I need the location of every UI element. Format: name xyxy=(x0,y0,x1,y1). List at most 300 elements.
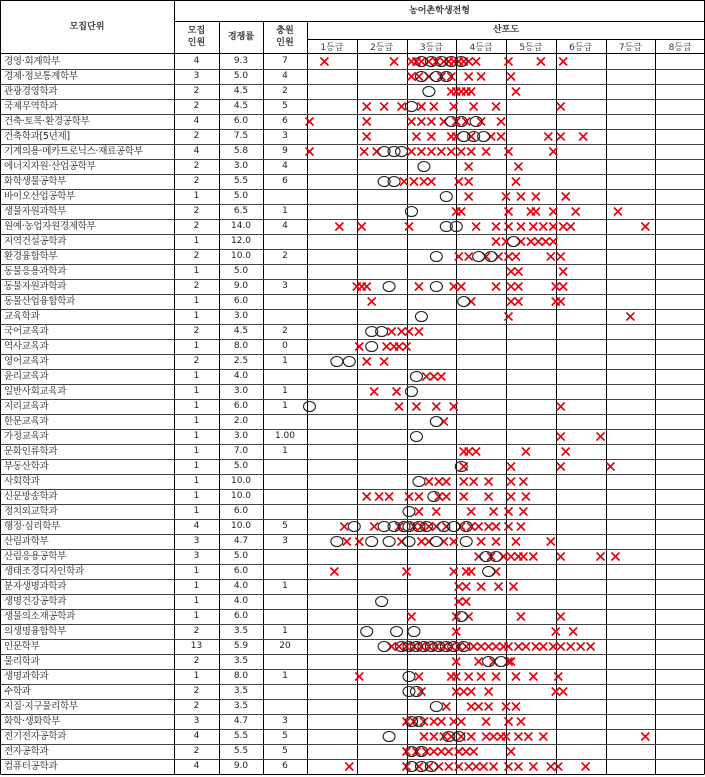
rejected-mark xyxy=(457,718,465,726)
rejected-mark xyxy=(407,148,415,156)
row-recruit: 2 xyxy=(193,356,200,366)
rejected-mark xyxy=(529,763,537,771)
rejected-mark xyxy=(472,448,480,456)
rejected-mark xyxy=(363,283,371,291)
row-rate: 5.5 xyxy=(233,731,249,741)
row-rate: 6.0 xyxy=(233,296,249,306)
row-recruit: 2 xyxy=(193,686,200,696)
row-rate: 4.7 xyxy=(233,716,249,726)
accepted-mark xyxy=(343,357,355,367)
row-recruit: 3 xyxy=(193,716,200,726)
rejected-mark xyxy=(539,733,547,741)
row-unit-name: 생물의소재공학과 xyxy=(4,611,76,622)
rejected-mark xyxy=(477,538,485,546)
rejected-mark xyxy=(465,673,473,681)
rejected-mark xyxy=(490,733,498,741)
row-unit-name: 컴퓨터공학과 xyxy=(4,761,58,772)
row-unit-name: 부동산학과 xyxy=(4,461,49,472)
rejected-mark xyxy=(415,328,423,336)
rejected-mark xyxy=(442,493,450,501)
rejected-mark xyxy=(407,73,415,81)
accepted-mark xyxy=(473,252,485,262)
rejected-mark xyxy=(485,523,493,531)
rejected-mark xyxy=(539,223,547,231)
row-recruit: 4 xyxy=(193,521,200,531)
rejected-mark xyxy=(407,118,415,126)
rejected-mark xyxy=(552,628,560,636)
row-recruit: 1 xyxy=(193,341,200,351)
rejected-mark xyxy=(497,133,505,141)
accepted-mark xyxy=(405,387,417,397)
rejected-mark xyxy=(504,313,512,321)
rejected-mark xyxy=(432,403,440,411)
rejected-mark xyxy=(460,478,468,486)
rejected-mark xyxy=(340,523,348,531)
row-fill: 1 xyxy=(282,581,288,591)
rejected-mark xyxy=(507,493,515,501)
header-rate: 경쟁률 xyxy=(227,32,255,42)
rejected-mark xyxy=(465,193,473,201)
rejected-mark xyxy=(514,163,522,171)
row-recruit: 2 xyxy=(193,101,200,111)
rejected-mark xyxy=(455,178,463,186)
rejected-mark xyxy=(507,478,515,486)
accepted-mark xyxy=(410,432,422,442)
rejected-mark xyxy=(467,568,475,576)
rejected-mark xyxy=(482,718,490,726)
accepted-mark xyxy=(430,252,442,262)
row-fill: 5 xyxy=(282,731,288,741)
rejected-mark xyxy=(450,283,458,291)
rejected-mark xyxy=(432,508,440,516)
row-fill: 20 xyxy=(279,641,291,651)
rejected-mark xyxy=(358,223,366,231)
row-unit-name: 전기전자공학과 xyxy=(4,731,67,742)
row-rate: 4.5 xyxy=(233,86,249,96)
rejected-mark xyxy=(597,553,605,561)
rejected-mark xyxy=(549,643,557,651)
accepted-mark xyxy=(331,537,343,547)
rejected-mark xyxy=(390,58,398,66)
row-rate: 10.0 xyxy=(230,521,252,531)
rejected-mark xyxy=(557,133,565,141)
rejected-mark xyxy=(360,148,368,156)
row-recruit: 1 xyxy=(193,581,200,591)
accepted-mark xyxy=(458,297,470,307)
row-fill: 7 xyxy=(282,56,288,66)
accepted-mark xyxy=(410,372,422,382)
rejected-mark xyxy=(557,298,565,306)
row-rate: 5.5 xyxy=(233,176,249,186)
rejected-mark xyxy=(517,613,525,621)
rejected-mark xyxy=(445,748,453,756)
rejected-mark xyxy=(554,673,562,681)
rejected-mark xyxy=(485,643,493,651)
row-unit-name: 문화인류학과 xyxy=(4,446,58,457)
header-recruit: 모집 인원 xyxy=(187,26,206,48)
row-rate: 3.0 xyxy=(233,386,249,396)
rejected-mark xyxy=(398,103,406,111)
rejected-mark xyxy=(398,328,406,336)
header-unit: 모집단위 xyxy=(69,21,105,32)
rejected-mark xyxy=(641,223,649,231)
rejected-mark xyxy=(417,58,425,66)
rejected-mark xyxy=(425,478,433,486)
rejected-mark xyxy=(420,733,428,741)
rejected-mark xyxy=(403,568,411,576)
row-fill: 5 xyxy=(282,101,288,111)
rejected-mark xyxy=(557,103,565,111)
rejected-mark xyxy=(532,643,540,651)
rejected-mark xyxy=(442,703,450,711)
rejected-mark xyxy=(549,238,557,246)
rejected-mark xyxy=(320,58,328,66)
rejected-mark xyxy=(465,73,473,81)
rejected-mark xyxy=(641,733,649,741)
rejected-mark xyxy=(450,103,458,111)
row-rate: 5.5 xyxy=(233,746,249,756)
rejected-mark xyxy=(582,763,590,771)
rejected-mark xyxy=(490,508,498,516)
rejected-mark xyxy=(514,283,522,291)
grade-label-3: 3등급 xyxy=(419,42,443,53)
rejected-mark xyxy=(452,628,460,636)
rejected-mark xyxy=(475,703,483,711)
accepted-mark xyxy=(403,672,415,682)
rejected-mark xyxy=(559,268,567,276)
grade-label-5: 5등급 xyxy=(519,42,543,53)
accepted-mark xyxy=(413,477,425,487)
row-recruit: 2 xyxy=(193,206,200,216)
row-unit-name: 생태조경디자인학과 xyxy=(4,566,84,577)
accepted-mark xyxy=(405,207,417,217)
row-recruit: 1 xyxy=(193,596,200,606)
accepted-mark xyxy=(423,87,435,97)
row-unit-name: 기계의용·메카트로닉스·재료공학부 xyxy=(4,146,143,157)
rejected-mark xyxy=(552,283,560,291)
rejected-mark xyxy=(427,118,435,126)
accepted-mark xyxy=(405,102,417,112)
row-unit-name: 산림과학부 xyxy=(4,536,49,547)
row-fill: 2 xyxy=(282,251,288,261)
accepted-mark xyxy=(376,597,388,607)
rejected-mark xyxy=(437,718,445,726)
row-rate: 5.0 xyxy=(233,191,249,201)
rejected-mark xyxy=(524,733,532,741)
rejected-mark xyxy=(477,673,485,681)
row-unit-name: 정치외교학과 xyxy=(4,506,58,517)
header-fill: 충원 인원 xyxy=(276,26,294,48)
rejected-mark xyxy=(504,718,512,726)
rejected-mark xyxy=(467,703,475,711)
rejected-mark xyxy=(457,148,465,156)
row-unit-name: 영어교육과 xyxy=(4,356,49,367)
row-unit-name: 지질·지구물리학부 xyxy=(4,701,78,712)
rejected-mark xyxy=(552,688,560,696)
rejected-mark xyxy=(395,403,403,411)
rejected-mark xyxy=(557,463,565,471)
row-fill: 1 xyxy=(282,386,288,396)
rejected-mark xyxy=(363,133,371,141)
rejected-mark xyxy=(519,478,527,486)
row-unit-name: 환경융합학부 xyxy=(4,251,58,262)
rejected-mark xyxy=(485,478,493,486)
accepted-mark xyxy=(403,507,415,517)
rejected-mark xyxy=(470,643,478,651)
rejected-mark xyxy=(470,103,478,111)
rejected-mark xyxy=(512,88,520,96)
row-recruit: 2 xyxy=(193,131,200,141)
grade-label-4: 4등급 xyxy=(469,42,493,53)
row-unit-name: 한문교육과 xyxy=(4,416,49,427)
rejected-mark xyxy=(417,103,425,111)
row-fill: 6 xyxy=(282,761,288,771)
row-rate: 8.0 xyxy=(233,671,249,681)
rejected-mark xyxy=(626,313,634,321)
row-unit-name: 물리학과 xyxy=(4,656,40,667)
rejected-mark xyxy=(554,763,562,771)
row-fill: 9 xyxy=(282,146,288,156)
row-fill: 1 xyxy=(282,626,288,636)
rejected-mark xyxy=(507,283,515,291)
rejected-mark xyxy=(519,508,527,516)
rejected-mark xyxy=(467,148,475,156)
rejected-mark xyxy=(537,58,545,66)
rejected-mark xyxy=(497,118,505,126)
row-recruit: 4 xyxy=(193,116,200,126)
row-unit-name: 생물자원과학부 xyxy=(4,206,67,217)
rejected-mark xyxy=(559,223,567,231)
row-rate: 10.0 xyxy=(230,251,252,261)
rejected-mark xyxy=(529,553,537,561)
row-recruit: 1 xyxy=(193,506,200,516)
rejected-mark xyxy=(465,253,473,261)
row-fill: 1 xyxy=(282,206,288,216)
rejected-mark xyxy=(579,133,587,141)
row-unit-name: 생명과학과 xyxy=(4,671,49,682)
rejected-mark xyxy=(343,538,351,546)
rejected-mark xyxy=(559,58,567,66)
row-rate: 7.0 xyxy=(233,446,249,456)
rejected-mark xyxy=(462,583,470,591)
rejected-mark xyxy=(517,718,525,726)
rejected-mark xyxy=(512,178,520,186)
grade-label-1: 1등급 xyxy=(320,42,344,53)
rejected-mark xyxy=(417,538,425,546)
row-fill: 4 xyxy=(282,71,288,81)
row-unit-name: 국어교육과 xyxy=(4,326,49,337)
rejected-mark xyxy=(407,613,415,621)
rejected-mark xyxy=(519,553,527,561)
rejected-mark xyxy=(427,178,435,186)
rejected-mark xyxy=(512,538,520,546)
rejected-mark xyxy=(455,253,463,261)
row-recruit: 4 xyxy=(193,146,200,156)
rejected-mark xyxy=(467,88,475,96)
rejected-mark xyxy=(465,163,473,171)
rejected-mark xyxy=(477,583,485,591)
accepted-mark xyxy=(483,567,495,577)
row-unit-name: 건축학과[5년제] xyxy=(4,131,70,142)
row-unit-name: 지리교육과 xyxy=(4,401,49,412)
rejected-mark xyxy=(430,718,438,726)
rejected-mark xyxy=(492,238,500,246)
rejected-mark xyxy=(587,643,595,651)
rejected-mark xyxy=(507,748,515,756)
rejected-mark xyxy=(577,643,585,651)
rejected-mark xyxy=(557,433,565,441)
row-recruit: 13 xyxy=(190,641,203,651)
row-rate: 10.0 xyxy=(230,491,252,501)
accepted-mark xyxy=(430,702,442,712)
row-fill: 3 xyxy=(282,281,288,291)
row-rate: 7.5 xyxy=(233,131,249,141)
rejected-mark xyxy=(569,628,577,636)
rejected-mark xyxy=(557,553,565,561)
row-rate: 10.0 xyxy=(230,476,252,486)
row-recruit: 1 xyxy=(193,311,200,321)
row-unit-name: 동물산업융합학과 xyxy=(4,296,76,307)
rejected-mark xyxy=(512,703,520,711)
rejected-mark xyxy=(375,493,383,501)
accepted-mark xyxy=(391,627,403,637)
row-rate: 2.0 xyxy=(233,416,249,426)
rejected-mark xyxy=(363,118,371,126)
rejected-mark xyxy=(509,583,517,591)
rejected-mark xyxy=(462,748,470,756)
rejected-mark xyxy=(507,268,515,276)
row-unit-name: 교육학과 xyxy=(4,311,40,322)
header-scatter: 산포도 xyxy=(492,25,520,35)
rejected-mark xyxy=(385,493,393,501)
accepted-mark xyxy=(408,627,420,637)
accepted-mark xyxy=(331,357,343,367)
rejected-mark xyxy=(559,688,567,696)
rejected-mark xyxy=(517,193,525,201)
rejected-mark xyxy=(529,223,537,231)
row-rate: 5.8 xyxy=(233,146,249,156)
row-rate: 4.7 xyxy=(233,536,249,546)
accepted-mark xyxy=(403,537,415,547)
accepted-mark xyxy=(366,342,378,352)
rejected-mark xyxy=(529,673,537,681)
row-rate: 12.0 xyxy=(230,236,252,246)
rejected-mark xyxy=(514,268,522,276)
row-recruit: 4 xyxy=(193,761,200,771)
row-unit-name: 수학과 xyxy=(4,686,31,697)
accepted-mark xyxy=(495,657,507,667)
row-rate: 3.5 xyxy=(233,701,249,711)
rejected-mark xyxy=(305,148,313,156)
row-unit-name: 건축·토목·환경공학부 xyxy=(4,116,90,127)
rejected-mark xyxy=(393,388,401,396)
row-fill: 1 xyxy=(282,401,288,411)
rejected-mark xyxy=(522,448,530,456)
rejected-mark xyxy=(572,208,580,216)
row-recruit: 2 xyxy=(193,626,200,636)
rejected-mark xyxy=(460,493,468,501)
row-fill: 2 xyxy=(282,326,288,336)
rejected-mark xyxy=(395,343,403,351)
row-recruit: 3 xyxy=(193,551,200,561)
row-recruit: 2 xyxy=(193,176,200,186)
row-rate: 3.5 xyxy=(233,686,249,696)
row-recruit: 2 xyxy=(193,281,200,291)
row-recruit: 1 xyxy=(193,296,200,306)
row-rate: 4.5 xyxy=(233,101,249,111)
rejected-mark xyxy=(504,208,512,216)
rejected-mark xyxy=(355,538,363,546)
rejected-mark xyxy=(504,523,512,531)
accepted-mark xyxy=(403,687,415,697)
row-recruit: 2 xyxy=(193,251,200,261)
rejected-mark xyxy=(450,718,458,726)
row-unit-name: 동물응용과학과 xyxy=(4,266,67,277)
rejected-mark xyxy=(415,283,423,291)
rejected-mark xyxy=(370,523,378,531)
row-recruit: 1 xyxy=(193,236,200,246)
rejected-mark xyxy=(492,643,500,651)
rejected-mark xyxy=(355,673,363,681)
rejected-mark xyxy=(485,493,493,501)
rejected-mark xyxy=(517,223,525,231)
rejected-mark xyxy=(445,763,453,771)
row-unit-name: 경영·회계학부 xyxy=(4,56,60,67)
row-recruit: 1 xyxy=(193,371,200,381)
grade-label-6: 6등급 xyxy=(569,42,593,53)
rejected-mark xyxy=(405,328,413,336)
rejected-mark xyxy=(415,508,423,516)
row-recruit: 2 xyxy=(193,701,200,711)
rejected-mark xyxy=(457,283,465,291)
rejected-mark xyxy=(482,148,490,156)
rejected-mark xyxy=(370,388,378,396)
rejected-mark xyxy=(455,748,463,756)
rejected-mark xyxy=(400,178,408,186)
rejected-mark xyxy=(557,643,565,651)
rejected-mark xyxy=(470,748,478,756)
rejected-mark xyxy=(547,253,555,261)
rejected-mark xyxy=(482,733,490,741)
rejected-mark xyxy=(614,208,622,216)
rejected-mark xyxy=(455,583,463,591)
row-unit-name: 가정교육과 xyxy=(4,431,49,442)
rejected-mark xyxy=(502,193,510,201)
row-unit-name: 산림응용공학부 xyxy=(4,551,67,562)
rejected-mark xyxy=(477,643,485,651)
rejected-mark xyxy=(514,298,522,306)
grade-label-8: 8등급 xyxy=(668,42,692,53)
rejected-mark xyxy=(507,553,515,561)
row-fill: 6 xyxy=(282,176,288,186)
rejected-mark xyxy=(450,568,458,576)
row-unit-name: 전자공학과 xyxy=(4,746,49,757)
row-unit-name: 신문방송학과 xyxy=(4,491,58,502)
row-unit-name: 행정·심리학부 xyxy=(4,521,60,532)
rejected-mark xyxy=(417,118,425,126)
rejected-mark xyxy=(363,493,371,501)
row-rate: 2.5 xyxy=(233,356,249,366)
row-recruit: 1 xyxy=(193,191,200,201)
rejected-mark xyxy=(422,373,430,381)
rejected-mark xyxy=(447,148,455,156)
rejected-mark xyxy=(559,283,567,291)
rejected-mark xyxy=(415,673,423,681)
rejected-mark xyxy=(475,658,483,666)
row-rate: 5.0 xyxy=(233,551,249,561)
accepted-mark xyxy=(378,642,390,652)
row-recruit: 1 xyxy=(193,671,200,681)
